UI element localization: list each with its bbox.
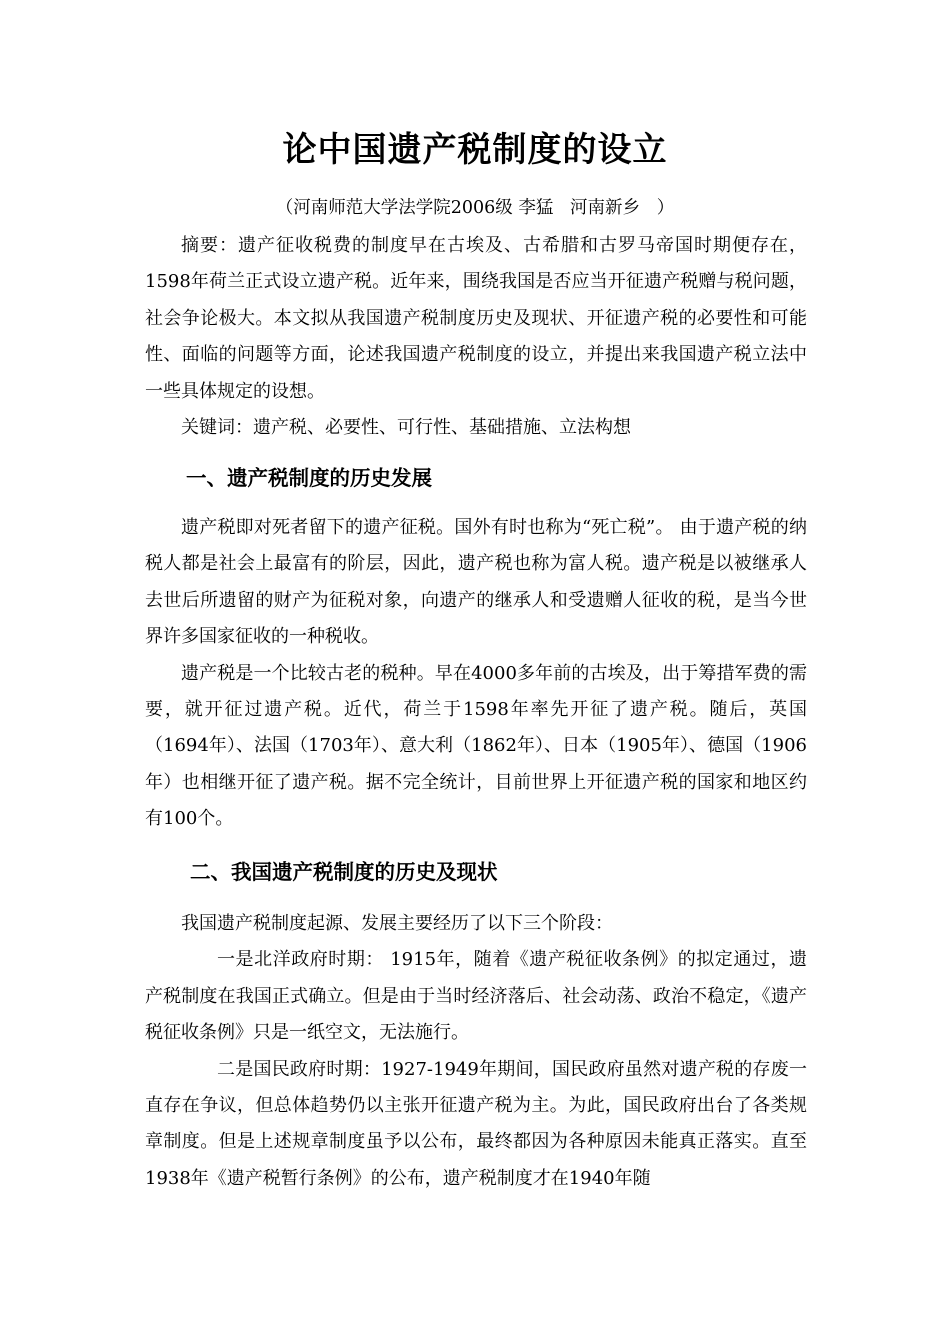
author-byline: （河南师范大学法学院2006级 李猛 河南新乡 ） <box>275 198 675 218</box>
section-1-body <box>145 510 807 838</box>
section-2-paragraph-2: 二是国民政府时期：1927-1949年期间，国民政府虽然对遗产税的存废一直存在争议，但总体趋势仍以主张开征遗产税为主。为此，国民政府出台了各类规章制度。但是上述规章制度虽予以公布，最终都因为各种原因未能真正落实。直至1938年《遗产税暂行条例》的公布，遗产税制度才在1940年随 <box>145 1058 807 1189</box>
abstract-paragraph: 摘要：遗产征收税费的制度早在古埃及、古希腊和古罗马帝国时期便存在，1598年荷兰正式设立遗产税。近年来，围绕我国是否应当开征遗产税赠与税问题，社会争论极大。本文拟从我国遗产税制度历史及现状、开征遗产税的必要性和可能性、面临的问题等方面，论述我国遗产税制度的设立，并提出来我国遗产税立法中一些具体规定的设想。 <box>145 235 807 402</box>
section-2-body <box>145 906 807 1197</box>
section-1-paragraph-1: 遗产税即对死者留下的遗产征税。国外有时也称为“死亡税”。 由于遗产税的纳税人都是社会上最富有的阶层，因此，遗产税也称为富人税。遗产税是以被继承人去世后所遗留的财产为征税对象，向遗产的继承人和受遗赠人征收的税，是当今世界许多国家征收的一种税收。 <box>145 517 807 648</box>
section-2-paragraph-1: 一是北洋政府时期： 1915年，随着《遗产税征收条例》的拟定通过，遗产税制度在我国正式确立。但是由于当时经济落后、社会动荡、政治不稳定，《遗产税征收条例》只是一纸空文，无法施行。 <box>145 949 807 1044</box>
section-2-intro: 我国遗产税制度起源、发展主要经历了以下三个阶段： <box>181 913 613 934</box>
page-title: 论中国遗产税制度的设立 <box>282 130 668 170</box>
section-1-paragraph-2: 遗产税是一个比较古老的税种。早在4000多年前的古埃及，出于筹措军费的需要，就开征过遗产税。近代，荷兰于1598年率先开征了遗产税。随后，英国（1694年）、法国（1703年）、意大利（1862年）、日本（1905年）、德国（1906年）也相继开征了遗产税。据不完全统计，目前世界上开征遗产税的国家和地区约有100个。 <box>145 662 807 830</box>
keywords-paragraph: 关键词：遗产税、必要性、可行性、基础措施、立法构想 <box>181 417 631 439</box>
abstract-block <box>145 228 807 446</box>
section-1-heading: 一、遗产税制度的历史发展 <box>186 466 432 490</box>
section-2-heading: 二、我国遗产税制度的历史及现状 <box>190 860 498 884</box>
